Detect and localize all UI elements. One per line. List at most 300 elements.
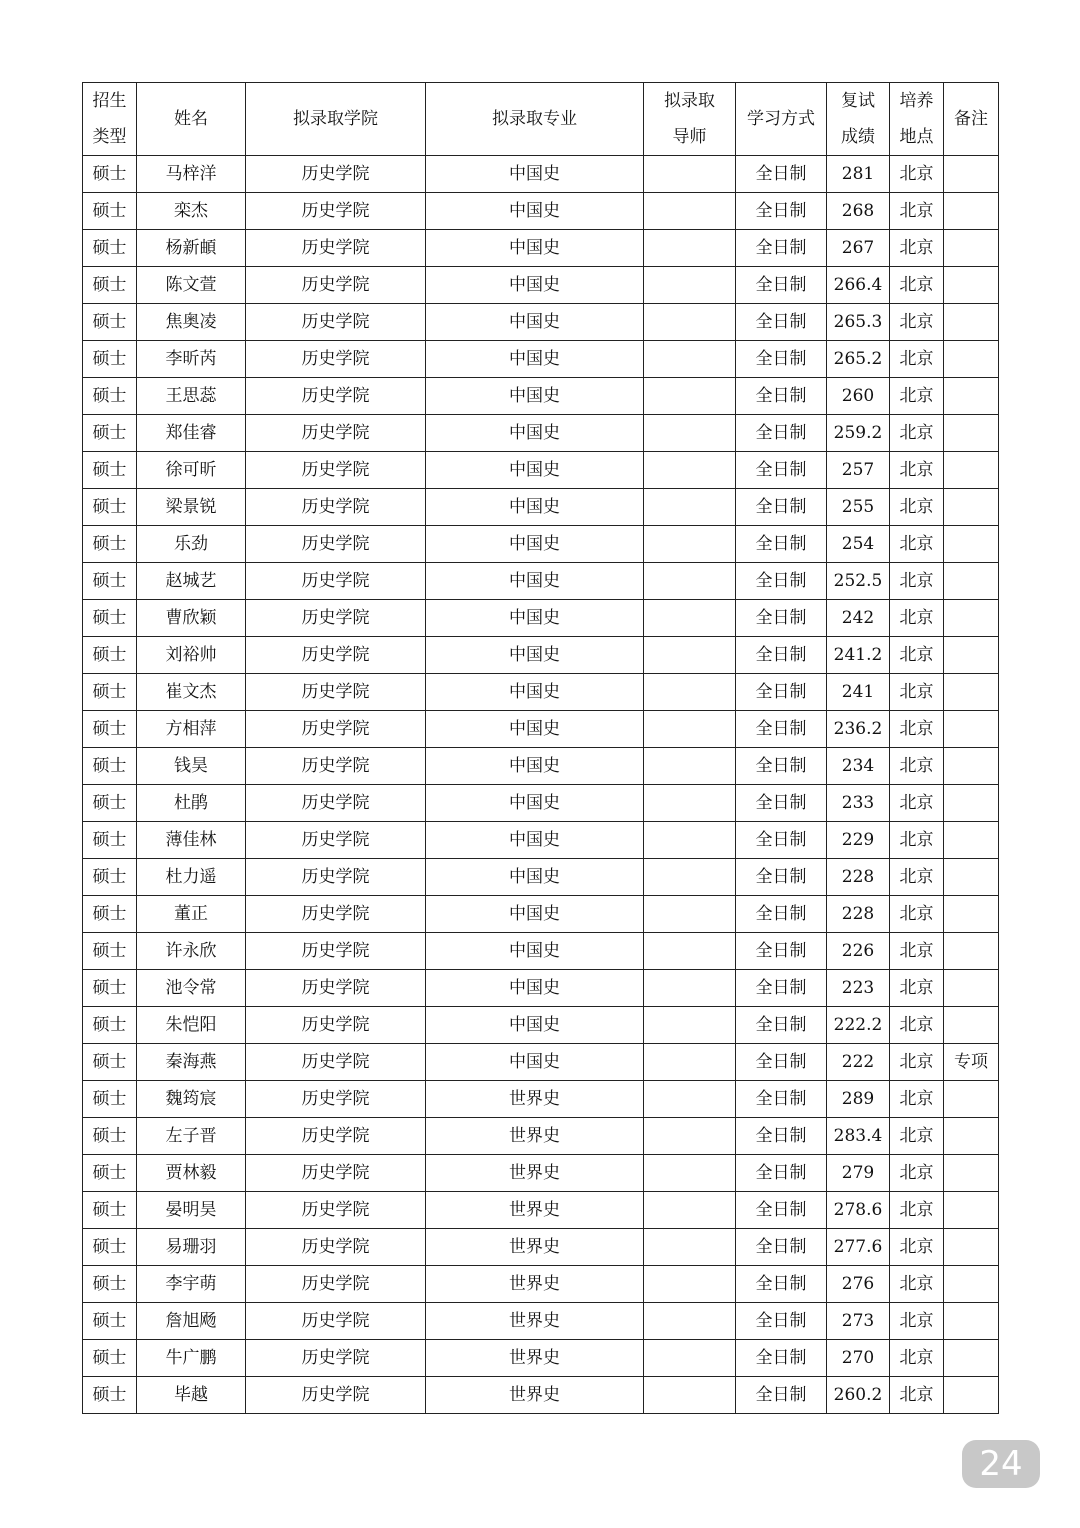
header-advisor (644, 83, 736, 156)
cell-college: 历史学院 (246, 711, 426, 748)
table-row (83, 267, 999, 304)
cell-remark (944, 1155, 999, 1192)
cell-college: 历史学院 (246, 267, 426, 304)
header-location-line1: 培养 (899, 91, 934, 111)
table-row (83, 859, 999, 896)
cell-score: 273 (827, 1303, 890, 1340)
cell-location: 北京 (890, 489, 944, 526)
cell-advisor (644, 1192, 736, 1229)
cell-name: 钱昊 (137, 748, 246, 785)
cell-major: 世界史 (426, 1081, 644, 1118)
cell-major: 中国史 (426, 748, 644, 785)
cell-type: 硕士 (83, 1229, 137, 1266)
cell-type: 硕士 (83, 378, 137, 415)
cell-college: 历史学院 (246, 1044, 426, 1081)
cell-type: 硕士 (83, 267, 137, 304)
cell-score: 259.2 (827, 415, 890, 452)
cell-remark (944, 193, 999, 230)
cell-advisor (644, 711, 736, 748)
table-body (83, 156, 999, 1414)
cell-score: 266.4 (827, 267, 890, 304)
cell-score: 241.2 (827, 637, 890, 674)
cell-score: 228 (827, 896, 890, 933)
cell-mode: 全日制 (736, 1229, 827, 1266)
cell-score: 268 (827, 193, 890, 230)
cell-major: 世界史 (426, 1229, 644, 1266)
cell-mode: 全日制 (736, 452, 827, 489)
cell-mode: 全日制 (736, 230, 827, 267)
cell-name: 秦海燕 (137, 1044, 246, 1081)
cell-mode: 全日制 (736, 563, 827, 600)
table-row (83, 896, 999, 933)
cell-advisor (644, 378, 736, 415)
cell-major: 中国史 (426, 267, 644, 304)
cell-college: 历史学院 (246, 1192, 426, 1229)
table-row (83, 526, 999, 563)
table-row (83, 674, 999, 711)
cell-type: 硕士 (83, 1340, 137, 1377)
cell-college: 历史学院 (246, 859, 426, 896)
cell-name: 马梓洋 (137, 156, 246, 193)
cell-name: 杨新頔 (137, 230, 246, 267)
cell-type: 硕士 (83, 489, 137, 526)
cell-mode: 全日制 (736, 1340, 827, 1377)
cell-location: 北京 (890, 859, 944, 896)
cell-mode: 全日制 (736, 1155, 827, 1192)
cell-mode: 全日制 (736, 1303, 827, 1340)
cell-location: 北京 (890, 304, 944, 341)
cell-major: 中国史 (426, 637, 644, 674)
cell-remark (944, 489, 999, 526)
cell-score: 276 (827, 1266, 890, 1303)
cell-remark (944, 1377, 999, 1414)
cell-name: 贾林毅 (137, 1155, 246, 1192)
cell-advisor (644, 896, 736, 933)
cell-score: 241 (827, 674, 890, 711)
cell-type: 硕士 (83, 822, 137, 859)
cell-remark (944, 822, 999, 859)
cell-location: 北京 (890, 600, 944, 637)
cell-remark (944, 748, 999, 785)
cell-type: 硕士 (83, 1377, 137, 1414)
table-row (83, 1229, 999, 1266)
table-row (83, 970, 999, 1007)
cell-advisor (644, 156, 736, 193)
cell-location: 北京 (890, 230, 944, 267)
cell-name: 李昕芮 (137, 341, 246, 378)
cell-mode: 全日制 (736, 156, 827, 193)
cell-type: 硕士 (83, 1118, 137, 1155)
cell-score: 234 (827, 748, 890, 785)
cell-mode: 全日制 (736, 748, 827, 785)
table-row (83, 1192, 999, 1229)
cell-major: 中国史 (426, 563, 644, 600)
cell-name: 薄佳林 (137, 822, 246, 859)
header-type-line2: 类型 (92, 127, 127, 147)
cell-name: 栾杰 (137, 193, 246, 230)
cell-type: 硕士 (83, 1266, 137, 1303)
cell-college: 历史学院 (246, 378, 426, 415)
cell-score: 283.4 (827, 1118, 890, 1155)
cell-score: 222 (827, 1044, 890, 1081)
cell-mode: 全日制 (736, 267, 827, 304)
cell-major: 世界史 (426, 1155, 644, 1192)
cell-mode: 全日制 (736, 970, 827, 1007)
cell-remark (944, 674, 999, 711)
cell-advisor (644, 785, 736, 822)
cell-major: 中国史 (426, 452, 644, 489)
cell-college: 历史学院 (246, 452, 426, 489)
table-row (83, 489, 999, 526)
table-row (83, 1118, 999, 1155)
cell-score: 270 (827, 1340, 890, 1377)
table-row (83, 341, 999, 378)
cell-college: 历史学院 (246, 341, 426, 378)
cell-name: 乐劲 (137, 526, 246, 563)
cell-type: 硕士 (83, 711, 137, 748)
cell-type: 硕士 (83, 452, 137, 489)
cell-score: 222.2 (827, 1007, 890, 1044)
cell-name: 杜鹃 (137, 785, 246, 822)
cell-advisor (644, 230, 736, 267)
header-name: 姓名 (137, 83, 246, 156)
cell-remark (944, 970, 999, 1007)
cell-major: 中国史 (426, 341, 644, 378)
cell-location: 北京 (890, 267, 944, 304)
cell-score: 265.3 (827, 304, 890, 341)
cell-location: 北京 (890, 674, 944, 711)
cell-advisor (644, 970, 736, 1007)
cell-score: 252.5 (827, 563, 890, 600)
cell-type: 硕士 (83, 415, 137, 452)
table-row (83, 563, 999, 600)
cell-score: 260.2 (827, 1377, 890, 1414)
cell-advisor (644, 193, 736, 230)
cell-mode: 全日制 (736, 526, 827, 563)
cell-advisor (644, 822, 736, 859)
cell-location: 北京 (890, 1266, 944, 1303)
cell-name: 徐可昕 (137, 452, 246, 489)
table-row (83, 933, 999, 970)
cell-remark (944, 230, 999, 267)
cell-college: 历史学院 (246, 526, 426, 563)
cell-major: 中国史 (426, 933, 644, 970)
header-mode: 学习方式 (736, 83, 827, 156)
header-advisor-line2: 导师 (672, 127, 707, 147)
cell-college: 历史学院 (246, 1303, 426, 1340)
cell-type: 硕士 (83, 785, 137, 822)
cell-college: 历史学院 (246, 304, 426, 341)
cell-location: 北京 (890, 637, 944, 674)
table-row (83, 378, 999, 415)
cell-score: 278.6 (827, 1192, 890, 1229)
cell-score: 229 (827, 822, 890, 859)
cell-remark (944, 1081, 999, 1118)
cell-major: 中国史 (426, 970, 644, 1007)
cell-mode: 全日制 (736, 415, 827, 452)
cell-mode: 全日制 (736, 341, 827, 378)
cell-mode: 全日制 (736, 378, 827, 415)
table-row (83, 156, 999, 193)
cell-college: 历史学院 (246, 489, 426, 526)
cell-remark (944, 452, 999, 489)
cell-type: 硕士 (83, 526, 137, 563)
cell-mode: 全日制 (736, 785, 827, 822)
table-row (83, 193, 999, 230)
cell-name: 魏筠宸 (137, 1081, 246, 1118)
cell-name: 方相萍 (137, 711, 246, 748)
cell-location: 北京 (890, 896, 944, 933)
cell-score: 257 (827, 452, 890, 489)
table-row (83, 1377, 999, 1414)
header-score-line2: 成绩 (841, 127, 875, 147)
cell-advisor (644, 267, 736, 304)
cell-score: 260 (827, 378, 890, 415)
table-row (83, 1155, 999, 1192)
cell-name: 许永欣 (137, 933, 246, 970)
cell-location: 北京 (890, 341, 944, 378)
cell-score: 289 (827, 1081, 890, 1118)
cell-advisor (644, 563, 736, 600)
cell-advisor (644, 1229, 736, 1266)
cell-major: 中国史 (426, 489, 644, 526)
cell-advisor (644, 1303, 736, 1340)
cell-remark (944, 933, 999, 970)
cell-name: 毕越 (137, 1377, 246, 1414)
table-row (83, 452, 999, 489)
table-row (83, 637, 999, 674)
cell-advisor (644, 933, 736, 970)
cell-advisor (644, 489, 736, 526)
cell-mode: 全日制 (736, 1081, 827, 1118)
header-score-line1: 复试 (841, 91, 875, 111)
cell-score: 228 (827, 859, 890, 896)
header-score (827, 83, 890, 156)
cell-advisor (644, 1155, 736, 1192)
cell-location: 北京 (890, 933, 944, 970)
cell-name: 梁景锐 (137, 489, 246, 526)
cell-mode: 全日制 (736, 859, 827, 896)
cell-name: 朱恺阳 (137, 1007, 246, 1044)
cell-mode: 全日制 (736, 1192, 827, 1229)
cell-location: 北京 (890, 1377, 944, 1414)
cell-advisor (644, 526, 736, 563)
table-row (83, 1303, 999, 1340)
cell-name: 易珊羽 (137, 1229, 246, 1266)
cell-location: 北京 (890, 378, 944, 415)
cell-location: 北京 (890, 563, 944, 600)
cell-location: 北京 (890, 1044, 944, 1081)
cell-mode: 全日制 (736, 933, 827, 970)
cell-remark (944, 526, 999, 563)
cell-advisor (644, 1377, 736, 1414)
cell-location: 北京 (890, 1303, 944, 1340)
cell-score: 255 (827, 489, 890, 526)
cell-type: 硕士 (83, 674, 137, 711)
header-advisor-line1: 拟录取 (664, 91, 715, 111)
cell-location: 北京 (890, 193, 944, 230)
cell-location: 北京 (890, 1340, 944, 1377)
cell-college: 历史学院 (246, 193, 426, 230)
cell-score: 233 (827, 785, 890, 822)
cell-type: 硕士 (83, 193, 137, 230)
cell-remark (944, 711, 999, 748)
cell-major: 世界史 (426, 1340, 644, 1377)
cell-major: 中国史 (426, 785, 644, 822)
cell-major: 中国史 (426, 711, 644, 748)
cell-major: 中国史 (426, 1044, 644, 1081)
cell-major: 中国史 (426, 526, 644, 563)
cell-type: 硕士 (83, 637, 137, 674)
table-row (83, 1340, 999, 1377)
table-row (83, 1081, 999, 1118)
header-remark: 备注 (944, 83, 999, 156)
cell-college: 历史学院 (246, 1007, 426, 1044)
table-row (83, 1007, 999, 1044)
cell-type: 硕士 (83, 1155, 137, 1192)
cell-mode: 全日制 (736, 1118, 827, 1155)
cell-advisor (644, 1081, 736, 1118)
table-row (83, 415, 999, 452)
cell-remark (944, 1229, 999, 1266)
cell-college: 历史学院 (246, 563, 426, 600)
cell-advisor (644, 341, 736, 378)
cell-type: 硕士 (83, 1044, 137, 1081)
cell-remark (944, 859, 999, 896)
table-row (83, 304, 999, 341)
cell-major: 中国史 (426, 230, 644, 267)
cell-remark (944, 267, 999, 304)
cell-mode: 全日制 (736, 489, 827, 526)
header-location-line2: 地点 (899, 127, 934, 147)
cell-name: 陈文萱 (137, 267, 246, 304)
table-row (83, 230, 999, 267)
cell-advisor (644, 415, 736, 452)
cell-major: 世界史 (426, 1377, 644, 1414)
cell-type: 硕士 (83, 341, 137, 378)
cell-location: 北京 (890, 711, 944, 748)
cell-name: 池令常 (137, 970, 246, 1007)
cell-location: 北京 (890, 822, 944, 859)
cell-location: 北京 (890, 526, 944, 563)
cell-name: 晏明昊 (137, 1192, 246, 1229)
cell-name: 李宇萌 (137, 1266, 246, 1303)
cell-college: 历史学院 (246, 156, 426, 193)
cell-score: 236.2 (827, 711, 890, 748)
cell-major: 中国史 (426, 1007, 644, 1044)
cell-score: 281 (827, 156, 890, 193)
table-row (83, 711, 999, 748)
cell-score: 254 (827, 526, 890, 563)
cell-name: 郑佳睿 (137, 415, 246, 452)
cell-advisor (644, 637, 736, 674)
table-row (83, 748, 999, 785)
cell-type: 硕士 (83, 970, 137, 1007)
cell-remark (944, 1192, 999, 1229)
cell-mode: 全日制 (736, 674, 827, 711)
cell-major: 世界史 (426, 1303, 644, 1340)
cell-type: 硕士 (83, 859, 137, 896)
cell-major: 中国史 (426, 600, 644, 637)
cell-major: 中国史 (426, 378, 644, 415)
cell-score: 267 (827, 230, 890, 267)
cell-remark (944, 1118, 999, 1155)
cell-mode: 全日制 (736, 1377, 827, 1414)
cell-score: 223 (827, 970, 890, 1007)
cell-remark: 专项 (944, 1044, 999, 1081)
cell-location: 北京 (890, 748, 944, 785)
cell-location: 北京 (890, 1229, 944, 1266)
cell-location: 北京 (890, 1192, 944, 1229)
cell-remark (944, 600, 999, 637)
cell-major: 中国史 (426, 156, 644, 193)
cell-college: 历史学院 (246, 637, 426, 674)
cell-college: 历史学院 (246, 1155, 426, 1192)
cell-score: 279 (827, 1155, 890, 1192)
cell-score: 265.2 (827, 341, 890, 378)
page-number-badge: 24 (962, 1440, 1040, 1488)
cell-remark (944, 1007, 999, 1044)
header-type (83, 83, 137, 156)
cell-advisor (644, 1044, 736, 1081)
cell-mode: 全日制 (736, 600, 827, 637)
cell-remark (944, 896, 999, 933)
cell-type: 硕士 (83, 304, 137, 341)
cell-advisor (644, 304, 736, 341)
cell-advisor (644, 674, 736, 711)
table-row (83, 785, 999, 822)
cell-type: 硕士 (83, 1081, 137, 1118)
cell-score: 277.6 (827, 1229, 890, 1266)
table-row (83, 1044, 999, 1081)
cell-name: 焦奥凌 (137, 304, 246, 341)
cell-location: 北京 (890, 452, 944, 489)
cell-type: 硕士 (83, 230, 137, 267)
cell-major: 中国史 (426, 304, 644, 341)
cell-major: 中国史 (426, 859, 644, 896)
cell-college: 历史学院 (246, 674, 426, 711)
cell-type: 硕士 (83, 600, 137, 637)
cell-advisor (644, 600, 736, 637)
cell-mode: 全日制 (736, 193, 827, 230)
cell-name: 杜力遥 (137, 859, 246, 896)
cell-major: 中国史 (426, 896, 644, 933)
cell-location: 北京 (890, 970, 944, 1007)
cell-advisor (644, 452, 736, 489)
cell-remark (944, 1303, 999, 1340)
cell-location: 北京 (890, 1007, 944, 1044)
cell-name: 牛广鹏 (137, 1340, 246, 1377)
cell-college: 历史学院 (246, 1081, 426, 1118)
cell-remark (944, 341, 999, 378)
cell-remark (944, 415, 999, 452)
cell-location: 北京 (890, 1118, 944, 1155)
cell-college: 历史学院 (246, 600, 426, 637)
cell-location: 北京 (890, 785, 944, 822)
cell-college: 历史学院 (246, 896, 426, 933)
table-row (83, 822, 999, 859)
cell-major: 世界史 (426, 1266, 644, 1303)
cell-type: 硕士 (83, 156, 137, 193)
header-major: 拟录取专业 (426, 83, 644, 156)
cell-name: 刘裕帅 (137, 637, 246, 674)
cell-major: 世界史 (426, 1118, 644, 1155)
cell-type: 硕士 (83, 896, 137, 933)
cell-advisor (644, 1340, 736, 1377)
cell-college: 历史学院 (246, 933, 426, 970)
cell-advisor (644, 859, 736, 896)
cell-college: 历史学院 (246, 1266, 426, 1303)
